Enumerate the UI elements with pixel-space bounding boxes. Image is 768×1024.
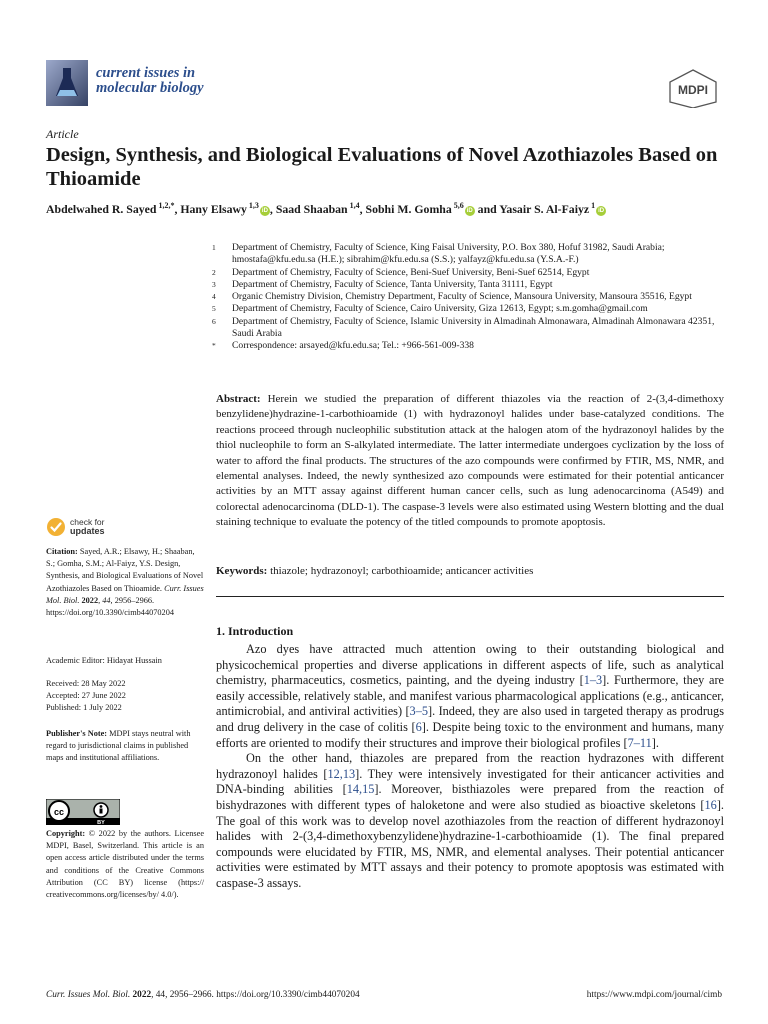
author-name: Sobhi M. Gomha	[365, 201, 452, 216]
footer-year: 2022	[132, 990, 152, 1000]
affiliation-item	[212, 303, 732, 315]
paragraph: Azo dyes have attracted much attention owing to their outstanding biological and physicochemical properties and diverse applications in different aspects of life, such as analytical chemistry, pharmaceutics, cosmetics, painting, and the dyeing industry [1–3]. Furthermore, they are easily accessible, relatively stable, and manifest various pharmacological applications (e.g., anticancer, antimicrobial, and antiviral activities) [3–5]. Indeed, they are also used in targeted therapy as prodrugs and drug delivery in the case of colitis [6]. Despite being toxic to the environment and humans, many efforts are oriented to modify their structures and improve their biological profiles [7–11].	[216, 642, 724, 750]
orcid-icon[interactable]: iD	[261, 207, 268, 214]
citation-link[interactable]: 3–5	[409, 704, 428, 719]
introduction-body	[216, 642, 724, 892]
citation-link[interactable]: 7–11	[627, 735, 652, 750]
affiliation-item	[212, 316, 732, 341]
check-line2: updates	[70, 526, 105, 536]
abstract	[216, 392, 724, 531]
copyright-text: © 2022 by the authors. Licensee MDPI, Basel, Switzerland. This article is an open access article distributed under the terms and conditions of the Creative Commons Attribution (CC BY) license (https:// creativecommons.org/licenses/by/ 4.0/).	[46, 829, 205, 900]
check-for-updates-icon	[46, 517, 66, 537]
footer-journal: Curr. Issues Mol. Biol.	[46, 990, 131, 1000]
journal-name-line2: molecular biology	[96, 80, 204, 96]
citation-volume: 44	[102, 595, 111, 605]
published-date: Published: 1 July 2022	[46, 703, 122, 713]
copyright-block	[46, 828, 204, 901]
article-type: Article	[46, 127, 79, 141]
academic-editor: Academic Editor: Hidayat Hussain	[46, 656, 162, 665]
footer-journal-url[interactable]: https://www.mdpi.com/journal/cimb	[586, 990, 722, 1000]
abstract-text: Herein we studied the preparation of different thiazoles via the reaction of 2-(3,4-dimethoxy benzylidene)hydrazine-1-carbothioamide (1) with hydrazonoyl halides under base-catalyzed conditions. The reactions proceed through nucleophilic substitution attack at the halogen atom of the hydrazonoyl halides by the thiol nucleophile to form an S-alkylated intermediate. The latter intermediate undergoes cyclization by the loss of water to afford the final products. The structures of the azo compounds were confirmed by FTIR, MS, NMR, and elemental analyses. Indeed, the newly synthesized azo compounds were estimated for their potential anticancer activities by an MTT assay against different human cancer cells, such as lung adenocarcinoma (A549) and colorectal adenocarcinoma (DLD-1). The caspase-3 levels were also estimated using Western blotting and the dual staining technique to evaluate the potency of the titled compounds to promote apoptosis.	[216, 393, 725, 529]
affiliation-number: *	[212, 341, 216, 351]
author-name: Abdelwahed R. Sayed	[46, 201, 157, 216]
check-for-updates-text	[70, 518, 105, 536]
affiliation-item	[212, 291, 732, 303]
cc-by-license-icon[interactable]	[46, 799, 120, 825]
paragraph: On the other hand, thiazoles are prepared from the reaction hydrazones with different hydrazonoyl halides [12,13]. They were intensively investigated for their anticancer activities and DNA-binding abilities [14,15]. Moreover, bisthiazoles were prepared from the reaction of bishydrazones with different types of haloketone and were also studied as bioactive skeletons [16]. The goal of this work was to develop novel azothiazoles from the reaction of different hydrazonoyl halides with 2-(3,4-dimethoxybenzylidene)hydrazine-1-carbothioamide (1). The final prepared compounds were elucidated by FTIR, MS, NMR, and elemental analyses. Their potential anticancer activities were estimated by MTT assays and their potency to promote apoptosis was estimated with caspase-3 assays.	[216, 751, 724, 890]
author-affiliation-sup: 1,2,*	[156, 201, 175, 210]
affiliation-number: 1	[212, 243, 216, 252]
citation-link[interactable]: 16	[704, 797, 717, 812]
publisher-note-label: Publisher's Note:	[46, 729, 108, 738]
affiliations-list	[212, 242, 732, 353]
journal-logo-icon	[46, 60, 88, 106]
check-line1: check for	[70, 517, 105, 527]
orcid-icon[interactable]: iD	[598, 207, 605, 214]
article-title: Design, Synthesis, and Biological Evaluations of Novel Azothiazoles Based on Thioamide	[46, 144, 718, 190]
affiliation-item	[212, 279, 732, 291]
citation-link[interactable]: 14,15	[346, 782, 375, 797]
svg-text:cc: cc	[53, 807, 65, 817]
journal-name	[96, 66, 204, 96]
affiliation-number: 3	[212, 279, 216, 289]
footer-citation	[46, 990, 360, 1000]
affiliation-text: Department of Chemistry, Faculty of Science, King Faisal University, P.O. Box 380, Hofuf 31982, Saudi Arabia; hmostafa@kfu.edu.sa (H.E.); sibrahim@kfu.edu.sa (S.S.); yalfayz@kfu.edu.sa (Y.S.A.-F.)	[232, 242, 665, 266]
citation-label: Citation:	[46, 547, 78, 556]
citation-year: 2022	[81, 595, 99, 605]
affiliation-text: Correspondence: arsayed@kfu.edu.sa; Tel.: +966-561-009-338	[232, 340, 474, 352]
author-list: Abdelwahed R. Sayed $^{1,2,*}$, Hany Elsawy $^{1,3}$iD , Saad Shaaban $^{1,4}$, Sobhi M. Gomha $^{5,6}$iD and Yasair S. Al-Faiyz $^1$iD	[46, 201, 605, 216]
affiliation-number: 5	[212, 304, 216, 314]
keywords	[216, 565, 724, 577]
accepted-date: Accepted: 27 June 2022	[46, 691, 126, 701]
citation-text: Sayed, A.R.; Elsawy, H.; Shaaban, S.; Gomha, S.M.; Al-Faiyz, Y.S. Design, Synthesis, and Biological Evaluations of Novel Azothiazoles Based on Thioamide.	[46, 547, 204, 593]
publisher-name: MDPI	[678, 83, 708, 97]
author-name: Hany Elsawy	[180, 201, 247, 216]
keywords-label: Keywords:	[216, 565, 268, 577]
orcid-icon[interactable]: iD	[466, 207, 473, 214]
copyright-label: Copyright:	[46, 829, 86, 838]
check-for-updates-button[interactable]	[46, 517, 105, 537]
received-date: Received: 28 May 2022	[46, 679, 126, 688]
affiliation-item	[212, 340, 732, 352]
publisher-note	[46, 728, 204, 765]
affiliation-text: Organic Chemistry Division, Chemistry Department, Faculty of Science, Mansoura University, Mansoura 35516, Egypt	[232, 291, 692, 303]
citation-block: Citation: Sayed, A.R.; Elsawy, H.; Shaaban, S.; Gomha, S.M.; Al-Faiyz, Y.S. Design, Synthesis, and Biological Evaluations of Novel Azothiazoles Based on Thioamide. Curr. Issues Mol. Biol. 2022, 44, 2956–2966. https://doi.org/10.3390/cimb44070204	[46, 547, 204, 618]
affiliation-number: 6	[212, 316, 216, 326]
affiliation-text: Department of Chemistry, Faculty of Science, Beni-Suef University, Beni-Suef 62514, Egypt	[232, 266, 590, 278]
affiliation-text: Department of Chemistry, Faculty of Science, Tanta University, Tanta 31111, Egypt	[232, 278, 553, 290]
affiliation-number: 2	[212, 267, 216, 277]
keywords-text: thiazole; hydrazonoyl; carbothioamide; anticancer activities	[270, 565, 534, 577]
publisher-note-text: MDPI stays neutral with regard to jurisdictional claims in published maps and institutional affiliations.	[46, 729, 191, 763]
citation-link[interactable]: 12,13	[327, 766, 356, 781]
journal-name-line1: current issues in	[96, 65, 196, 81]
cc-by-text: BY	[97, 820, 105, 825]
affiliation-text: Department of Chemistry, Faculty of Science, Cairo University, Giza 12613, Egypt; s.m.gomha@gmail.com	[232, 303, 648, 315]
author-affiliation-sup: 1,3	[246, 201, 259, 210]
citation-link[interactable]: 1–3	[583, 673, 603, 688]
affiliation-text: Department of Chemistry, Faculty of Science, Islamic University in Almadinah Almonawara, Almadinah Almonawara 42351, Saudi Arabia	[232, 315, 715, 340]
section-divider	[216, 596, 724, 597]
affiliation-item	[212, 267, 732, 279]
author-affiliation-sup: 1	[589, 201, 596, 210]
author-affiliation-sup: 5,6	[451, 201, 464, 210]
footer-doi[interactable]: , 44, 2956–2966. https://doi.org/10.3390/cimb44070204	[151, 990, 360, 1000]
affiliation-number: 4	[212, 292, 216, 302]
abstract-label: Abstract:	[216, 393, 261, 405]
author-name: Yasair S. Al-Faiyz	[499, 201, 590, 216]
section-heading: 1. Introduction	[216, 624, 294, 638]
citation-journal: Curr. Issues Mol. Biol.	[46, 583, 204, 605]
author-name: Saad Shaaban	[275, 201, 348, 216]
citation-link[interactable]: 6	[415, 719, 422, 734]
affiliation-item	[212, 242, 732, 267]
citation-pages[interactable]: , 2956–2966. https://doi.org/10.3390/cimb44070204	[46, 595, 174, 618]
author-affiliation-sup: 1,4	[347, 201, 360, 210]
mdpi-logo-icon	[666, 68, 720, 108]
publication-dates	[46, 678, 204, 715]
